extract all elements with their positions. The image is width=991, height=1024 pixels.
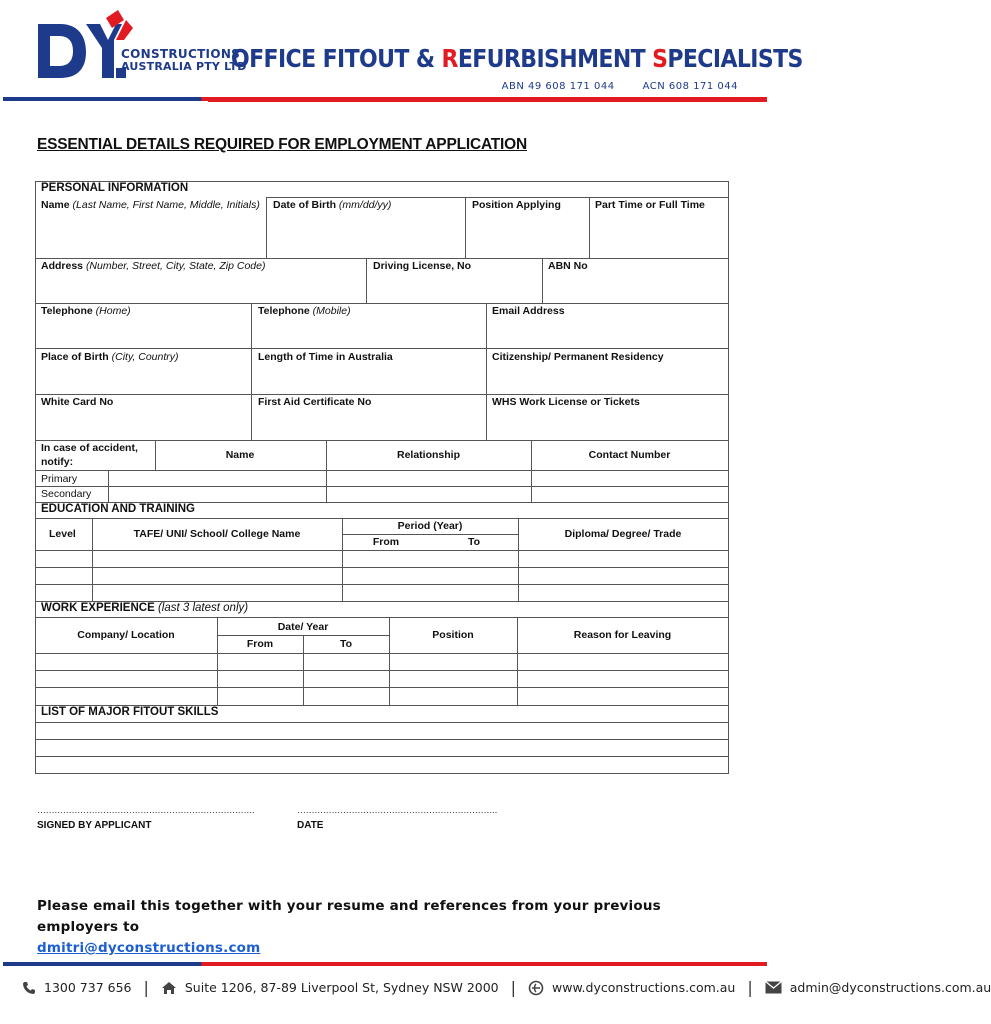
footer (22, 978, 991, 997)
header-tagline (231, 45, 803, 74)
work-col-date: Date/ Year (277, 621, 329, 633)
work-section-title: WORK EXPERIENCE (41, 602, 155, 614)
footer-separator: | (143, 978, 149, 997)
grid-line (266, 197, 267, 258)
field-abn[interactable]: ABN No (548, 260, 588, 272)
form-border-right (728, 181, 729, 773)
field-length-in-australia[interactable]: Length of Time in Australia (258, 351, 393, 363)
field-address-label: Address (41, 260, 84, 272)
field-telephone-mobile[interactable] (258, 304, 351, 318)
field-address-hint: (Number, Street, City, State, Zip Code) (85, 260, 266, 272)
grid-line (542, 258, 543, 303)
grid-line (35, 567, 729, 568)
grid-line (35, 348, 729, 349)
tagline-part: OFFICE FITOUT & (231, 45, 442, 74)
section-education: EDUCATION AND TRAINING (41, 503, 195, 515)
tagline-part: R (441, 45, 458, 74)
field-dob-label: Date of Birth (273, 199, 336, 211)
field-address[interactable] (41, 259, 265, 273)
field-email[interactable]: Email Address (492, 305, 565, 317)
emergency-col-relationship: Relationship (396, 449, 460, 461)
emergency-contact-label: In case of accident, notify: (41, 442, 138, 468)
field-part-full-time[interactable]: Part Time or Full Time (595, 199, 705, 211)
work-col-reason: Reason for Leaving (573, 629, 672, 641)
grid-line (35, 756, 729, 757)
logo-text-constructions: CONSTRUCTIONS (121, 47, 241, 61)
field-driving-license[interactable]: Driving License, No (373, 260, 472, 272)
page-title: ESSENTIAL DETAILS REQUIRED FOR EMPLOYMENT APPLICATION (37, 136, 528, 153)
footer-separator: | (510, 978, 517, 997)
field-place-of-birth-label: Place of Birth (41, 351, 109, 363)
web-icon (528, 980, 544, 996)
edu-col-to: To (467, 536, 481, 548)
field-place-of-birth[interactable] (41, 350, 179, 364)
field-telephone-home-hint: (Home) (95, 305, 131, 317)
date-label: DATE (297, 820, 324, 831)
field-dob-hint: (mm/dd/yy) (338, 199, 392, 211)
edu-col-period: Period (Year) (397, 520, 463, 532)
abn-acn-line (502, 81, 738, 92)
grid-line (251, 303, 252, 440)
grid-line (35, 617, 729, 618)
grid-line (465, 197, 466, 258)
edu-col-school: TAFE/ UNI/ School/ College Name (133, 528, 301, 540)
grid-line (35, 739, 729, 740)
grid-line (589, 197, 590, 258)
field-telephone-mobile-hint: (Mobile) (312, 305, 351, 317)
edu-col-from: From (372, 536, 400, 548)
footer-email[interactable]: admin@dyconstructions.com.au (789, 980, 991, 995)
grid-line (35, 670, 729, 671)
grid-line (35, 303, 729, 304)
grid-line (366, 258, 367, 303)
field-telephone-home[interactable] (41, 304, 131, 318)
tagline-part: PECIALISTS (667, 45, 803, 74)
emergency-col-contact: Contact Number (588, 449, 671, 461)
grid-line (35, 584, 729, 585)
section-fitout-skills: LIST OF MAJOR FITOUT SKILLS (41, 706, 219, 718)
signed-by-applicant-label: SIGNED BY APPLICANT (37, 820, 152, 831)
emergency-col-name: Name (225, 449, 255, 461)
field-name-label: Name (41, 199, 70, 211)
field-name[interactable] (41, 198, 266, 212)
work-col-company: Company/ Location (77, 629, 175, 641)
field-place-of-birth-hint: (City, Country) (111, 351, 179, 363)
field-citizenship[interactable]: Citizenship/ Permanent Residency (492, 351, 664, 363)
date-line[interactable]: ……………………………………………………………. (297, 805, 497, 815)
grid-line (486, 303, 487, 440)
phone-icon (22, 981, 36, 995)
tagline-part: EFURBISHMENT (457, 45, 653, 74)
footer-divider (3, 962, 767, 966)
footer-website[interactable]: www.dyconstructions.com.au (552, 980, 736, 995)
form-border-left (35, 181, 36, 773)
field-telephone-home-label: Telephone (41, 305, 93, 317)
field-dob[interactable] (273, 198, 391, 212)
grid-line (35, 470, 155, 471)
emergency-row-secondary: Secondary (41, 488, 92, 500)
section-work-experience (41, 602, 248, 614)
abn-number: ABN 49 608 171 044 (501, 81, 615, 92)
footer-address: Suite 1206, 87-89 Liverpool St, Sydney NSW 2000 (184, 980, 499, 995)
emergency-row-primary: Primary (41, 473, 78, 485)
email-instruction (37, 896, 737, 959)
home-icon (161, 981, 177, 995)
footer-separator: | (747, 978, 753, 997)
field-white-card[interactable]: White Card No (41, 396, 114, 408)
section-personal-info: PERSONAL INFORMATION (41, 182, 189, 194)
field-first-aid[interactable]: First Aid Certificate No (258, 396, 372, 408)
grid-line (35, 550, 729, 551)
header-divider-thin (208, 101, 767, 102)
contact-email-link[interactable]: dmitri@dyconstructions.com (37, 940, 261, 956)
email-instruction-text: Please email this together with your resume and references from your previous employers to (37, 898, 661, 935)
tagline-part: S (652, 45, 668, 74)
field-position-applying[interactable]: Position Applying (472, 199, 561, 211)
grid-line (35, 486, 729, 487)
field-name-hint: (Last Name, First Name, Middle, Initials) (72, 199, 260, 211)
work-col-from: From (246, 638, 274, 650)
mail-icon (765, 981, 782, 994)
grid-line (35, 653, 729, 654)
work-section-hint: (last 3 latest only) (157, 602, 249, 614)
edu-col-diploma: Diploma/ Degree/ Trade (564, 528, 682, 540)
grid-line (35, 687, 729, 688)
grid-line (35, 722, 729, 723)
acn-number: ACN 608 171 044 (642, 81, 738, 92)
work-col-to: To (339, 638, 353, 650)
field-whs-license[interactable]: WHS Work License or Tickets (492, 396, 640, 408)
work-col-position: Position (432, 629, 474, 641)
form-border-bottom (35, 773, 729, 774)
signature-line[interactable]: …………………………………………………………………. (37, 805, 255, 815)
footer-phone[interactable]: 1300 737 656 (44, 980, 132, 995)
logo-text-australia: AUSTRALIA PTY LTD (121, 60, 247, 73)
edu-col-level: Level (49, 528, 76, 540)
grid-line (155, 470, 729, 471)
field-telephone-mobile-label: Telephone (258, 305, 310, 317)
